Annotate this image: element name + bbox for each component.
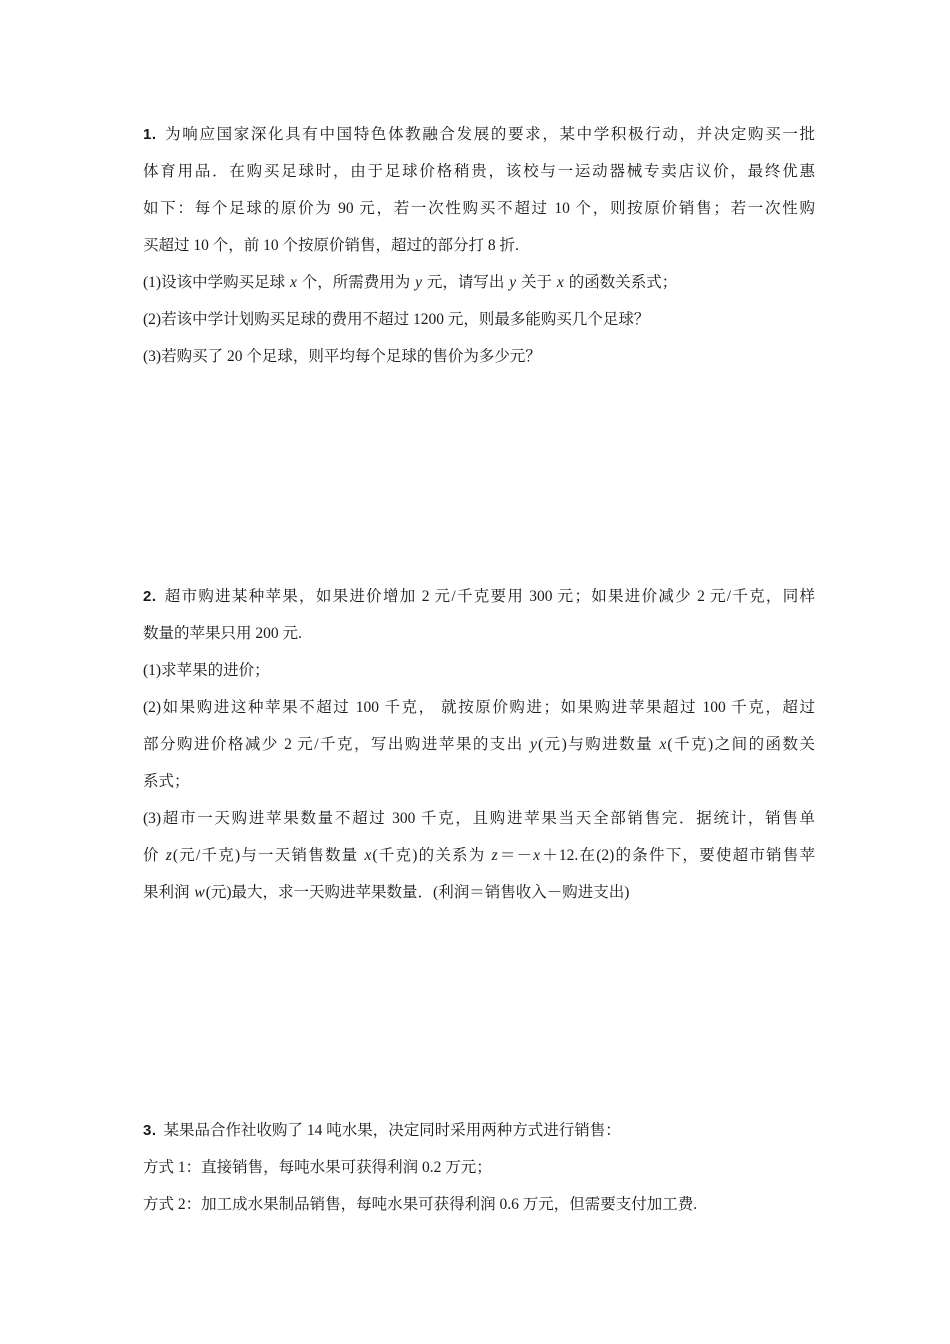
text-line [143, 615, 815, 652]
text-line [143, 726, 815, 763]
paragraph [143, 689, 815, 800]
line-text: 超市购进某种苹果，如果进价增加 2 元/千克要用 300 元；如果进价减少 2 元/千克，同样 [163, 588, 815, 605]
text-line [143, 1112, 815, 1149]
text-line [143, 689, 815, 726]
line-text: (1)求苹果的进价； [143, 662, 270, 679]
text-line [143, 1186, 815, 1223]
line-text: 方式 1：直接销售，每吨水果可获得利润 0.2 万元； [143, 1159, 492, 1176]
math-variable: z [491, 847, 498, 864]
problem-number: 3. [143, 1122, 157, 1139]
line-text: (2)若该中学计划购买足球的费用不超过 1200 元，则最多能购买几个足球？ [143, 311, 650, 328]
math-variable: y [415, 274, 422, 291]
text-line [143, 800, 815, 837]
line-text: 如下：每个足球的原价为 90 元，若一次性购买不超过 10 个，则按原价销售；若一次性购 [143, 200, 815, 217]
text-line [143, 874, 815, 911]
paragraph [143, 578, 815, 652]
text-line [143, 578, 815, 615]
line-text: 某果品合作社收购了 14 吨水果，决定同时采用两种方式进行销售： [163, 1122, 621, 1139]
line-text: (3)若购买了 20 个足球，则平均每个足球的售价为多少元？ [143, 348, 541, 365]
paragraph [143, 338, 815, 375]
line-text: 果利润 w(元)最大，求一天购进苹果数量．(利润＝销售收入－购进支出) [143, 884, 630, 901]
problem-number: 2. [143, 588, 157, 605]
text-line [143, 837, 815, 874]
text-line [143, 153, 815, 190]
text-line [143, 652, 815, 689]
line-text: 方式 2：加工成水果制品销售，每吨水果可获得利润 0.6 万元，但需要支付加工费. [143, 1196, 698, 1213]
text-line [143, 116, 815, 153]
problem-number: 1. [143, 126, 157, 143]
text-line [143, 301, 815, 338]
text-line [143, 227, 815, 264]
line-text: 体育用品．在购买足球时，由于足球价格稍贵，该校与一运动器械专卖店议价，最终优惠 [143, 163, 815, 180]
text-line [143, 338, 815, 375]
paragraph [143, 1186, 815, 1223]
paragraph [143, 264, 815, 301]
paragraph [143, 116, 815, 264]
text-line [143, 190, 815, 227]
math-variable: x [659, 736, 667, 753]
paragraph [143, 800, 815, 911]
line-text: (1)设该中学购买足球 x 个，所需费用为 y 元，请写出 y 关于 x 的函数关系式； [143, 274, 678, 291]
text-line [143, 763, 815, 800]
paragraph [143, 1149, 815, 1186]
line-text: 系式； [143, 773, 190, 790]
math-variable: x [556, 274, 564, 291]
line-text: 为响应国家深化具有中国特色体教融合发展的要求，某中学积极行动，并决定购买一批 [163, 126, 815, 143]
paragraph [143, 652, 815, 689]
math-variable: z [165, 847, 172, 864]
line-text: 数量的苹果只用 200 元. [143, 625, 302, 642]
math-variable: w [194, 884, 205, 901]
math-variable: x [533, 847, 540, 864]
problem-2 [143, 578, 815, 911]
line-text: 买超过 10 个，前 10 个按原价销售，超过的部分打 8 折. [143, 237, 519, 254]
line-text: (2)如果购进这种苹果不超过 100 千克， 就按原价购进；如果购进苹果超过 100 千克，超过 [143, 699, 815, 716]
math-variable: y [509, 274, 517, 291]
line-text: 价 z(元/千克)与一天销售数量 x(千克)的关系为 z＝－x＋12.在(2)的条件下，要使超市销售苹 [143, 847, 815, 864]
line-text: (3)超市一天购进苹果数量不超过 300 千克，且购进苹果当天全部销售完．据统计，销售单 [143, 810, 815, 827]
problem-3 [143, 1112, 815, 1223]
problem-1 [143, 116, 815, 375]
paragraph [143, 301, 815, 338]
line-text: 部分购进价格减少 2 元/千克，写出购进苹果的支出 y(元)与购进数量 x(千克)之间的函数关 [143, 736, 816, 753]
text-line [143, 1149, 815, 1186]
math-variable: y [530, 736, 537, 753]
math-variable: x [289, 274, 297, 291]
text-line [143, 264, 815, 301]
paragraph [143, 1112, 815, 1149]
math-variable: x [364, 847, 372, 864]
